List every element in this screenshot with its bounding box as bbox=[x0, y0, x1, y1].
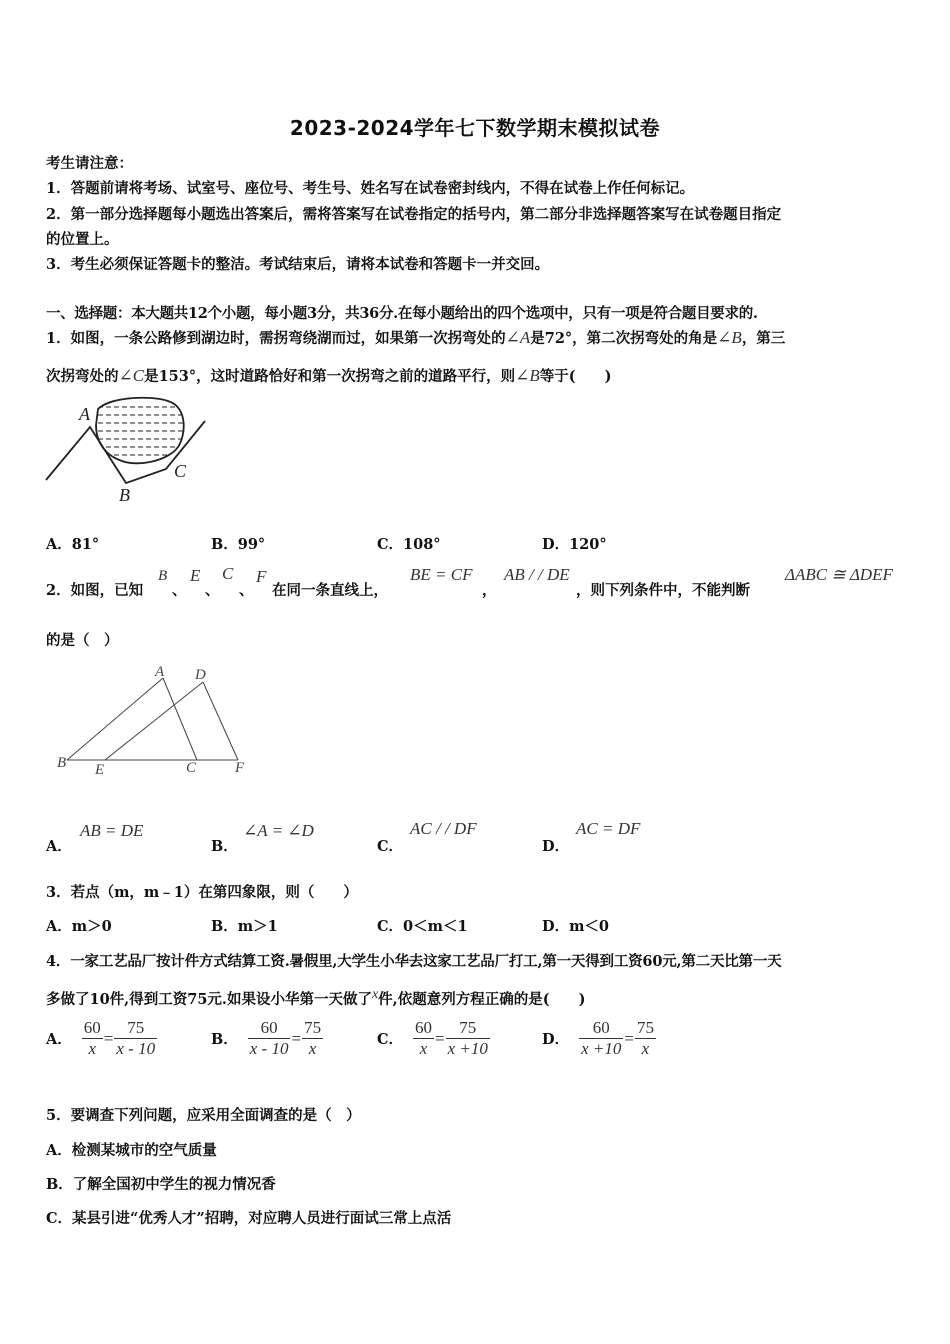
q2-comma: ， bbox=[482, 582, 497, 599]
q4-b-frac-left: $\frac{60}{x - 10}$ bbox=[249, 1018, 289, 1058]
q4-stem-line2 bbox=[46, 987, 585, 1009]
q1-label-b: B bbox=[119, 485, 130, 505]
notice-heading: 考生请注意： bbox=[46, 155, 133, 172]
q5-option-b[interactable]: B．了解全国初中学生的视力情况香 bbox=[46, 1176, 276, 1193]
q1-option-b[interactable]: B．99° bbox=[211, 536, 266, 553]
q2-point-c: C bbox=[222, 564, 234, 583]
q2-sep-3: 、 bbox=[239, 582, 254, 599]
q2-point-f: F bbox=[256, 567, 267, 586]
q2-option-d-expr[interactable]: AC = DF bbox=[576, 819, 641, 838]
q2-stem-line2: 的是（ ） bbox=[46, 632, 119, 649]
q5-option-c[interactable]: C．某县引进“优秀人才”招聘，对应聘人员进行面试三常上点活 bbox=[46, 1210, 452, 1227]
q2-fig-label-c: C bbox=[186, 760, 197, 776]
q4-var-x: x bbox=[371, 987, 379, 1002]
q2-congruence: ΔABC ≅ ΔDEF bbox=[785, 565, 893, 584]
section-heading: 一、选择题：本大题共12个小题，每小题3分，共36分.在每小题给出的四个选项中，只有一项是符合题目要求的. bbox=[46, 305, 758, 322]
q2-sep-1: 、 bbox=[172, 582, 187, 599]
q2-option-d-label[interactable]: D． bbox=[542, 838, 570, 855]
q2-fig-label-e: E bbox=[95, 762, 105, 778]
q2-cond-1: BE = CF bbox=[410, 565, 473, 584]
q4-option-b-label: B． bbox=[211, 1031, 238, 1048]
q2-option-c-expr[interactable]: AC / / DF bbox=[410, 819, 477, 838]
q2-sep-2: 、 bbox=[205, 582, 220, 599]
q3-option-c[interactable]: C．0＜m＜1 bbox=[377, 918, 468, 935]
q2-fig-label-d: D bbox=[195, 667, 206, 683]
q3-option-a[interactable]: A．m＞0 bbox=[46, 918, 112, 935]
q1-text-1b: 是72°，第二次拐弯处的角是 bbox=[530, 330, 718, 347]
q1-option-c[interactable]: C．108° bbox=[377, 536, 441, 553]
q2-cond-2: AB / / DE bbox=[504, 565, 570, 584]
notice-item-2: 2．第一部分选择题每小题选出答案后，需将答案写在试卷指定的括号内，第二部分非选择题答案写在试卷题目指定 bbox=[46, 206, 782, 223]
q3-option-b[interactable]: B．m＞1 bbox=[211, 918, 278, 935]
q4-option-d[interactable]: D． $\frac{60}{x +10}$ = $\frac{75}{x}$ bbox=[542, 1018, 654, 1058]
q2-option-a-label[interactable]: A． bbox=[46, 838, 72, 855]
q4-text-2a: 多做了10件,得到工资75元.如果设小华第一天做了 bbox=[46, 990, 372, 1008]
q5-option-a[interactable]: A．检测某城市的空气质量 bbox=[46, 1142, 217, 1159]
q1-angle-b: ∠B bbox=[717, 328, 742, 347]
q1-option-a[interactable]: A．81° bbox=[46, 536, 100, 553]
q1-stem-line2 bbox=[46, 365, 611, 386]
q2-option-b-label[interactable]: B． bbox=[211, 838, 238, 855]
q4-option-c[interactable]: C． $\frac{60}{x}$ = $\frac{75}{x +10}$ bbox=[377, 1018, 488, 1058]
q3-stem: 3．若点（m，m﹣1）在第四象限，则（ ） bbox=[46, 884, 358, 901]
segment-ab bbox=[67, 678, 163, 760]
q2-prefix: 2．如图，已知 bbox=[46, 582, 144, 599]
q1-label-c: C bbox=[174, 461, 187, 481]
q1-option-d[interactable]: D．120° bbox=[542, 536, 607, 553]
q1-angle-b2: ∠B bbox=[515, 366, 540, 385]
q4-c-frac-left: $\frac{60}{x}$ bbox=[415, 1018, 433, 1058]
q1-text-2a: 次拐弯处的 bbox=[46, 368, 119, 385]
q1-stem-line1 bbox=[46, 327, 785, 348]
q4-option-c-label: C． bbox=[377, 1031, 404, 1048]
q2-option-a-expr[interactable]: AB = DE bbox=[80, 821, 144, 840]
segment-de bbox=[105, 682, 203, 760]
q2-mid-1: 在同一条直线上， bbox=[272, 582, 388, 599]
q1-lake-road-figure bbox=[40, 395, 220, 510]
q4-option-a[interactable]: A． $\frac{60}{x}$ = $\frac{75}{x - 10}$ bbox=[46, 1018, 156, 1058]
lake-hatching bbox=[90, 407, 190, 455]
q2-point-b: B bbox=[158, 568, 168, 584]
q4-option-d-label: D． bbox=[542, 1031, 570, 1048]
q4-text-2b: 件,依题意列方程正确的是( ) bbox=[378, 990, 586, 1008]
q4-a-frac-left: $\frac{60}{x}$ bbox=[83, 1018, 101, 1058]
q1-text-1a: 1．如图，一条公路修到湖边时，需拐弯绕湖而过，如果第一次拐弯处的 bbox=[46, 330, 506, 347]
segment-df bbox=[203, 682, 238, 760]
q4-stem-line1: 4．一家工艺品厂按计件方式结算工资.暑假里,大学生小华去这家工艺品厂打工,第一天得到工资60元,第二天比第一天 bbox=[46, 953, 782, 970]
q4-b-frac-right: $\frac{75}{x}$ bbox=[304, 1018, 322, 1058]
q2-mid-2: ，则下列条件中，不能判断 bbox=[576, 582, 750, 599]
q4-d-frac-left: $\frac{60}{x +10}$ bbox=[581, 1018, 622, 1058]
q4-option-a-label: A． bbox=[46, 1031, 72, 1048]
q1-text-2b: 是153°，这时道路恰好和第一次拐弯之前的道路平行，则 bbox=[144, 368, 516, 385]
q4-option-b[interactable]: B． $\frac{60}{x - 10}$ = $\frac{75}{x}$ bbox=[211, 1018, 322, 1058]
q5-stem: 5．要调查下列问题，应采用全面调查的是（ ） bbox=[46, 1107, 361, 1124]
notice-item-3: 3．考生必须保证答题卡的整洁。考试结束后，请将本试卷和答题卡一并交回。 bbox=[46, 256, 550, 273]
q2-point-e: E bbox=[190, 566, 201, 585]
q2-option-c-label[interactable]: C． bbox=[377, 838, 404, 855]
q1-angle-c: ∠C bbox=[118, 366, 145, 385]
q4-a-frac-right: $\frac{75}{x - 10}$ bbox=[116, 1018, 156, 1058]
q2-option-b-expr[interactable]: ∠A = ∠D bbox=[243, 821, 314, 840]
q4-c-frac-right: $\frac{75}{x +10}$ bbox=[447, 1018, 488, 1058]
q2-fig-label-b: B bbox=[57, 755, 67, 771]
q1-text-1c: ，第三 bbox=[741, 330, 786, 347]
q2-fig-label-a: A bbox=[155, 664, 165, 680]
q2-fig-label-f: F bbox=[235, 760, 245, 776]
q1-label-a: A bbox=[79, 404, 90, 424]
notice-item-1: 1．答题前请将考场、试室号、座位号、考生号、姓名写在试卷密封线内，不得在试卷上作任何标记。 bbox=[46, 180, 695, 197]
q1-angle-a: ∠A bbox=[505, 328, 531, 347]
notice-item-2-cont: 的位置上。 bbox=[46, 231, 119, 248]
page-title: 2023-2024学年七下数学期末模拟试卷 bbox=[289, 116, 661, 140]
q3-option-d[interactable]: D．m＜0 bbox=[542, 918, 610, 935]
q1-text-2c: 等于( ) bbox=[539, 368, 612, 385]
q4-d-frac-right: $\frac{75}{x}$ bbox=[636, 1018, 654, 1058]
q2-triangle-figure bbox=[55, 662, 255, 782]
